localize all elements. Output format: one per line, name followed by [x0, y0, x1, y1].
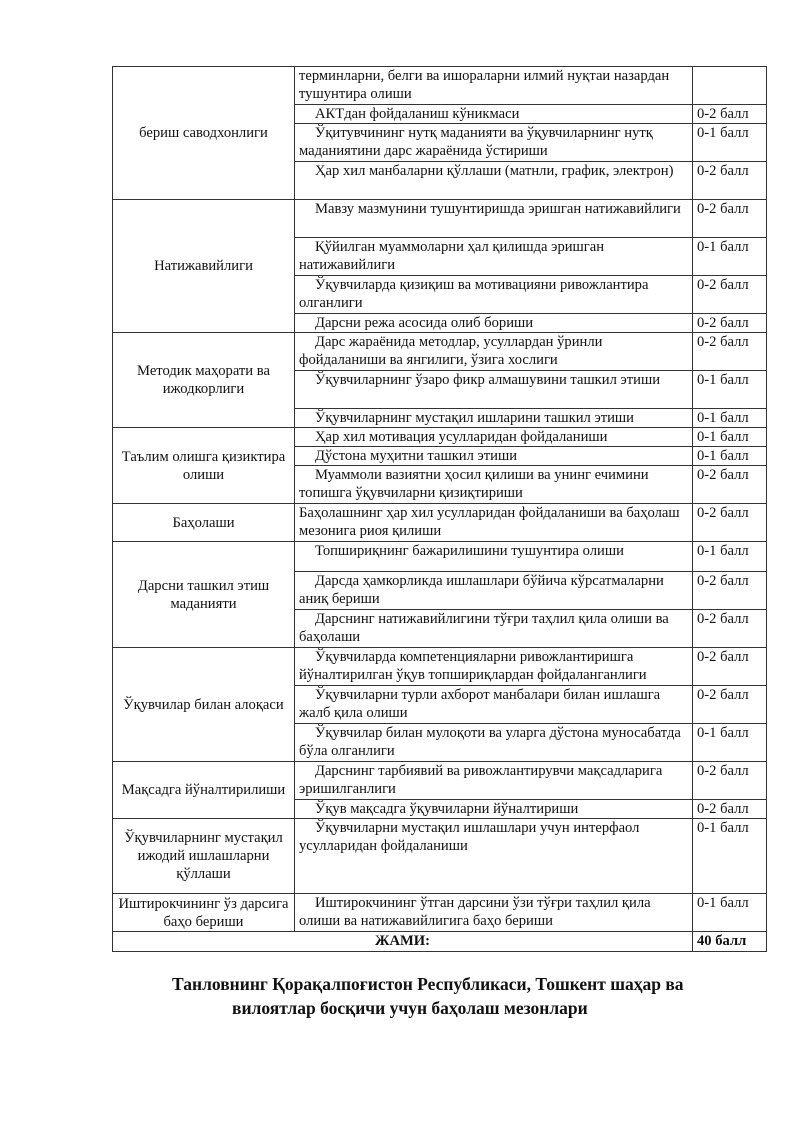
section-title-line-2: вилоятлар босқичи учун баҳолаш мезонлари [232, 998, 588, 1018]
table-row [113, 894, 767, 932]
criterion-text: Ўқувчиларнинг мустақил ишларини ташкил этиши [315, 410, 634, 426]
criterion-text: Дарснинг тарбиявий ва ривожлантирувчи мақсадларига эришилганлиги [299, 763, 663, 797]
criterion-text: Ҳар хил мотивация усулларидан фойдаланиши [315, 429, 608, 445]
criterion-cell [295, 572, 693, 610]
criterion-cell [295, 200, 693, 238]
score-cell: 0-2 балл [693, 572, 767, 610]
criterion-cell [295, 124, 693, 162]
total-label: ЖАМИ: [113, 932, 693, 952]
criterion-cell [295, 686, 693, 724]
table-row [113, 542, 767, 572]
score-cell: 0-1 балл [693, 428, 767, 447]
criterion-cell [295, 314, 693, 333]
table-row [113, 333, 767, 371]
criterion-cell [295, 610, 693, 648]
criterion-cell [295, 504, 693, 542]
criterion-cell [295, 819, 693, 894]
criterion-text: Ўқувчиларни турли ахборот манбалари билан ишлашга жалб қила олиши [299, 687, 661, 721]
criteria-table-body [113, 67, 767, 932]
criterion-text: Баҳолашнинг ҳар хил усулларидан фойдаланиши ва баҳолаш мезонига риоя қилиши [299, 505, 680, 539]
criteria-table [112, 66, 767, 952]
criterion-text: Дарснинг натижавийлигини тўғри таҳлил қила олиши ва баҳолаши [299, 611, 669, 645]
criterion-cell [295, 238, 693, 276]
criterion-cell [295, 162, 693, 200]
criterion-cell [295, 800, 693, 819]
score-cell: 0-2 балл [693, 610, 767, 648]
category-cell: Баҳолаши [113, 504, 295, 542]
criterion-text: терминларни, белги ва ишораларни илмий нуқтаи назардан тушунтира олиши [299, 68, 670, 102]
score-cell: 0-2 балл [693, 276, 767, 314]
category-cell: Натижавийлиги [113, 200, 295, 333]
category-cell: бериш саводхонлиги [113, 67, 295, 200]
criterion-text: Ўқувчиларда қизиқиш ва мотивацияни ривожлантира олганлиги [299, 277, 649, 311]
criterion-cell [295, 447, 693, 466]
category-cell: Методик маҳорати ва ижодкорлиги [113, 333, 295, 428]
score-cell: 0-2 балл [693, 105, 767, 124]
criterion-text: Топшириқнинг бажарилишини тушунтира олиши [315, 543, 624, 559]
criterion-text: Ўқитувчининг нутқ маданияти ва ўқувчиларнинг нутқ маданиятини дарс жараёнида ўстириши [299, 125, 653, 159]
criterion-cell [295, 542, 693, 572]
score-cell: 0-1 балл [693, 724, 767, 762]
criterion-text: Ҳар хил манбаларни қўллаши (матнли, график, электрон) [315, 163, 674, 179]
total-value: 40 балл [693, 932, 767, 952]
criterion-text: Дарсда ҳамкорликда ишлашлари бўйича кўрсатмаларни аниқ бериши [299, 573, 664, 607]
criterion-text: Ўқувчиларни мустақил ишлашлари учун интерфаол усулларидан фойдаланиши [299, 820, 640, 854]
score-cell: 0-2 балл [693, 162, 767, 200]
table-row [113, 67, 767, 105]
score-cell: 0-1 балл [693, 371, 767, 409]
score-cell: 0-2 балл [693, 504, 767, 542]
score-cell: 0-2 балл [693, 314, 767, 333]
criterion-cell [295, 466, 693, 504]
criterion-cell [295, 428, 693, 447]
score-cell: 0-1 балл [693, 447, 767, 466]
criterion-text: Дарс жараёнида методлар, усуллардан ўринли фойдаланиши ва янгилиги, ўзига хослиги [299, 334, 603, 368]
category-cell: Ўқувчилар билан алоқаси [113, 648, 295, 762]
criterion-text: Дарсни режа асосида олиб бориши [315, 315, 534, 331]
criterion-cell [295, 67, 693, 105]
score-cell: 0-1 балл [693, 819, 767, 894]
score-cell: 0-1 балл [693, 894, 767, 932]
criterion-cell [295, 105, 693, 124]
criterion-cell [295, 333, 693, 371]
table-row [113, 648, 767, 686]
table-row [113, 762, 767, 800]
score-cell: 0-2 балл [693, 466, 767, 504]
criterion-cell [295, 371, 693, 409]
category-cell: Ўқувчиларнинг мустақил ижодий ишлашларни қўллаши [113, 819, 295, 894]
criterion-text: Муаммоли вазиятни ҳосил қилиши ва унинг ечимини топишга ўқувчиларни қизиқтириши [299, 467, 649, 501]
criterion-cell [295, 724, 693, 762]
category-cell: Иштирокчининг ўз дарсига баҳо бериши [113, 894, 295, 932]
table-row [113, 504, 767, 542]
criterion-text: Мавзу мазмунини тушунтиришда эришган натижавийлиги [315, 201, 681, 217]
table-row [113, 200, 767, 238]
criterion-text: Иштирокчининг ўтган дарсини ўзи тўғри таҳлил қила олиши ва натижавийлигига баҳо бериши [299, 895, 651, 929]
table-row [113, 819, 767, 894]
score-cell: 0-2 балл [693, 200, 767, 238]
category-cell: Таълим олишга қизиктира олиши [113, 428, 295, 504]
category-cell: Мақсадга йўналтирилиши [113, 762, 295, 819]
table-row [113, 428, 767, 447]
criterion-text: Қўйилган муаммоларни ҳал қилишда эришган натижавийлиги [299, 239, 605, 273]
total-row [113, 932, 767, 952]
score-cell: 0-1 балл [693, 238, 767, 276]
score-cell: 0-2 балл [693, 800, 767, 819]
score-cell [693, 67, 767, 105]
category-cell: Дарсни ташкил этиш маданияти [113, 542, 295, 648]
score-cell: 0-1 балл [693, 409, 767, 428]
criterion-cell [295, 762, 693, 800]
criterion-cell [295, 894, 693, 932]
score-cell: 0-2 балл [693, 648, 767, 686]
score-cell: 0-2 балл [693, 686, 767, 724]
criterion-cell [295, 648, 693, 686]
criterion-text: Ўқувчилар билан мулоқоти ва уларга дўстона муносабатда бўла олганлиги [299, 725, 681, 759]
score-cell: 0-2 балл [693, 333, 767, 371]
criterion-cell [295, 276, 693, 314]
criterion-text: Ўқувчиларнинг ўзаро фикр алмашувини ташкил этиши [315, 372, 661, 388]
criterion-text: АКТдан фойдаланиш кўникмаси [315, 106, 520, 122]
criterion-text: Ўқув мақсадга ўқувчиларни йўналтириши [315, 801, 579, 817]
criterion-cell [295, 409, 693, 428]
score-cell: 0-1 балл [693, 124, 767, 162]
criterion-text: Ўқувчиларда компетенцияларни ривожлантиришга йўналтирилган ўқув топшириқлардан фойдаланганлиги [299, 649, 647, 683]
score-cell: 0-1 балл [693, 542, 767, 572]
criterion-text: Дўстона муҳитни ташкил этиши [315, 448, 518, 464]
score-cell: 0-2 балл [693, 762, 767, 800]
section-title [150, 972, 750, 1020]
section-title-line-1: Танловнинг Қорақалпоғистон Республикаси, Тошкент шаҳар ва [172, 974, 684, 994]
